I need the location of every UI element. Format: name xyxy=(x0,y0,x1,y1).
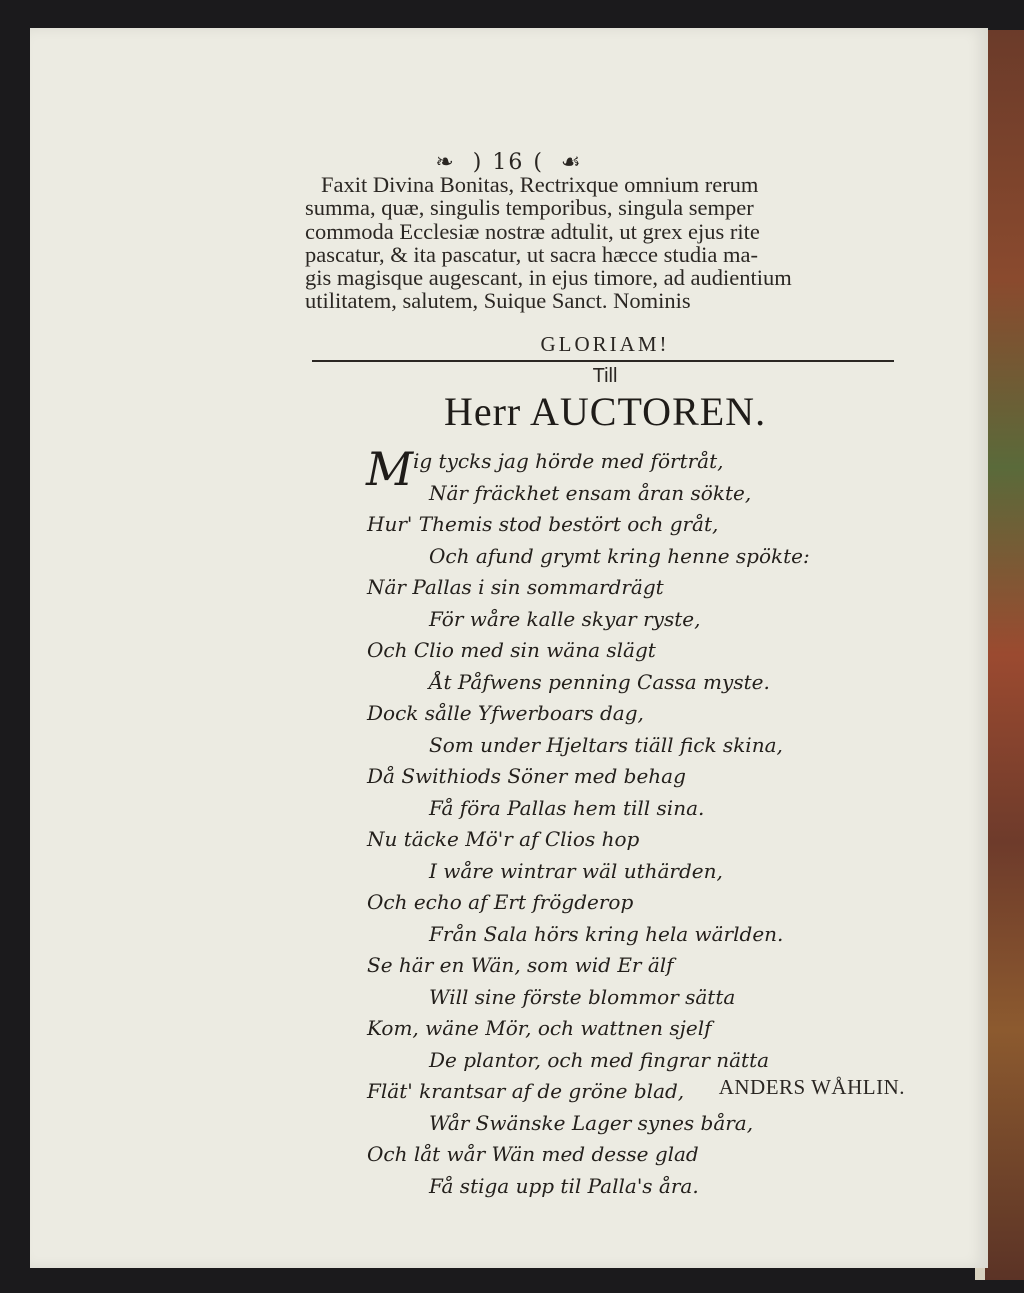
poem-line: Nu täcke Mö'r af Clios hop xyxy=(367,827,640,851)
ornament-left-icon: ❧ xyxy=(435,150,456,175)
author-signature: ANDERS WÅHLIN. xyxy=(718,1075,905,1099)
poem-title: Herr AUCTOREN. xyxy=(443,389,767,434)
poem-line: Och echo af Ert frögderop xyxy=(367,890,634,914)
page-number: ) 16 ( xyxy=(472,150,544,175)
poem-line: Hur' Themis stod bestört och gråt, xyxy=(367,512,719,536)
poem-line: För wåre kalle skyar ryste, xyxy=(429,606,701,631)
latin-line: commoda Ecclesiæ nostræ adtulit, ut grex ejus rite xyxy=(305,218,760,244)
latin-line: pascatur, & ita pascatur, ut sacra hæcce studia ma- xyxy=(305,241,759,267)
dedication-till: Till xyxy=(592,365,618,387)
latin-line: utilitatem, salutem, Suique Sanct. Nominis xyxy=(305,288,691,314)
poem-line: Som under Hjeltars tiäll fick skina, xyxy=(429,732,783,757)
poem-line: Kom, wäne Mör, och wattnen sjelf xyxy=(367,1016,712,1040)
poem-line: Will sine förste blommor sätta xyxy=(429,984,736,1009)
poem-line: Från Sala hörs kring hela wärlden. xyxy=(429,921,784,946)
poem-line: Flät' krantsar af de gröne blad, xyxy=(367,1079,685,1103)
poem-line: Dock sålle Yfwerboars dag, xyxy=(367,701,644,725)
poem-line: Då Swithiods Söner med behag xyxy=(367,764,686,788)
poem-line: När fräckhet ensam åran sökte, xyxy=(429,480,752,505)
poem-line: De plantor, och med fingrar nätta xyxy=(429,1047,770,1072)
poem-line: Få föra Pallas hem till sina. xyxy=(429,795,705,820)
poem-line: Se här en Wän, som wid Er älf xyxy=(367,953,674,977)
latin-line: summa, quæ, singulis temporibus, singula semper xyxy=(305,195,754,221)
poem-line: Wår Swänske Lager synes båra, xyxy=(429,1110,754,1135)
latin-paragraph xyxy=(305,173,925,313)
latin-line: Faxit Divina Bonitas, Rectrixque omnium rerum xyxy=(321,172,759,197)
poem-line: Och afund grymt kring henne spökte: xyxy=(429,543,810,568)
poem-line: ig tycks jag hörde med förtråt, xyxy=(413,449,724,473)
poem-line: Och Clio med sin wäna slägt xyxy=(367,638,656,662)
ornament-right-icon: ☙ xyxy=(560,150,583,175)
poem-line: Och låt wår Wän med desse glad xyxy=(367,1142,699,1166)
section-divider xyxy=(312,360,894,362)
poem-line: I wåre wintrar wäl uthärden, xyxy=(429,858,723,883)
drop-cap: M xyxy=(366,442,414,496)
poem-line: Få stiga upp til Palla's åra. xyxy=(429,1173,699,1198)
gloria-line: GLORIAM! xyxy=(540,332,670,356)
poem-line: När Pallas i sin sommardrägt xyxy=(367,575,664,599)
poem-line: Åt Påfwens penning Cassa myste. xyxy=(429,669,770,694)
latin-line: gis magisque augescant, in ejus timore, ad audientium xyxy=(305,265,792,291)
